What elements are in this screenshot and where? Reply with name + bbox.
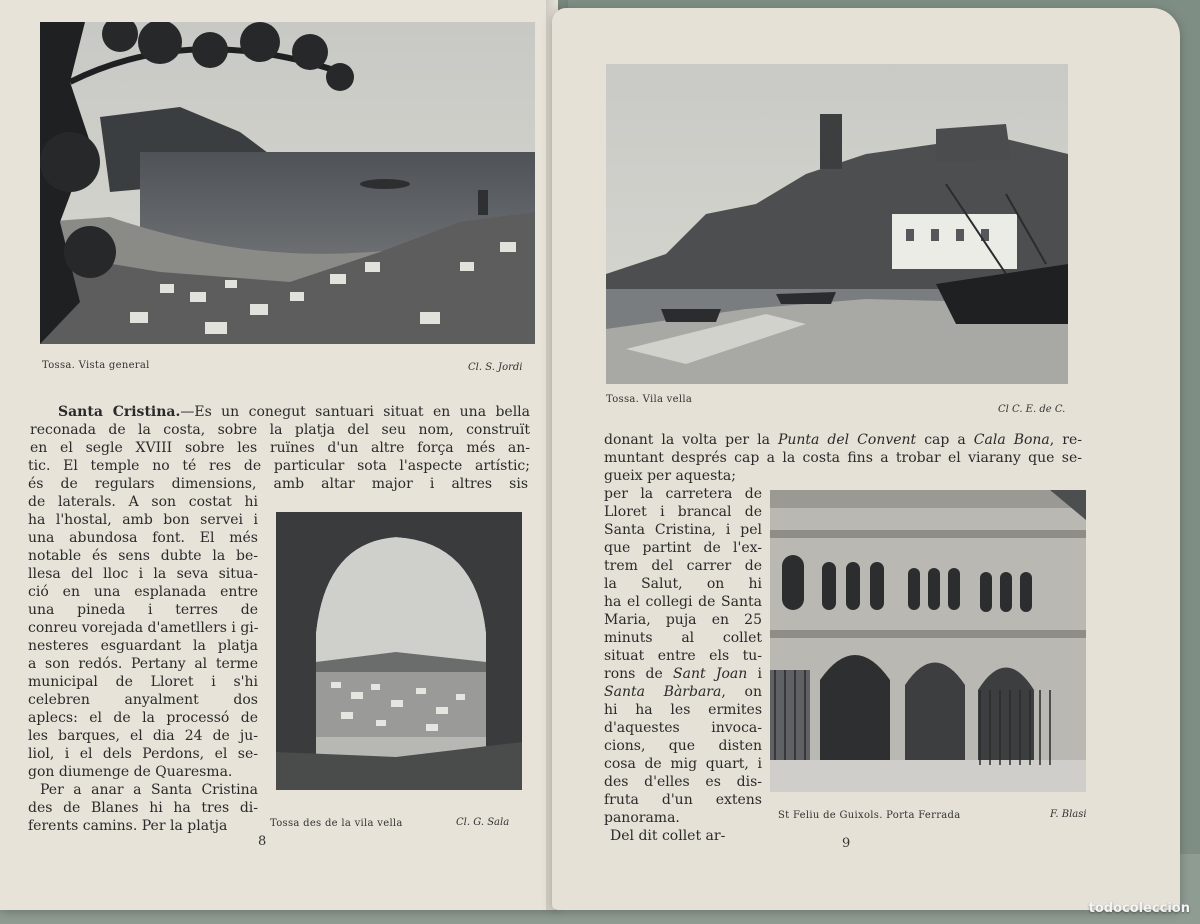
text-line: des d'elles es dis- (604, 774, 762, 790)
text-line: la Salut, on hi (604, 576, 762, 592)
text-line: panorama. (604, 810, 680, 826)
section-heading: Santa Cristina. (58, 404, 181, 420)
text-line: reconada de la costa, sobre la platja del seu nom, construït (30, 422, 530, 438)
text-line: llesa del lloc i la seva situa- (28, 566, 258, 582)
text-line: per la carretera de (604, 486, 762, 502)
text-line: donant la volta per la Punta del Convent cap a Cala Bona, re- (604, 432, 1082, 448)
text-line: ha l'hostal, amb bon servei i (28, 512, 258, 528)
text-line: ferents camins. Per la platja (28, 818, 228, 834)
text-line: municipal de Lloret i s'hi (28, 674, 258, 690)
text-line: Lloret i brancal de (604, 504, 762, 520)
text-line: Maria, puja en 25 (604, 612, 762, 628)
text-line: que partint de l'ex- (604, 540, 762, 556)
text-line: conreu vorejada d'ametllers i gi- (28, 620, 259, 636)
text-line: Del dit collet ar- (610, 828, 726, 844)
text-line: cions, que disten (604, 738, 762, 754)
text-line: d'aquestes invoca- (604, 720, 762, 736)
text-line: cosa de mig quart, i (604, 756, 762, 772)
photo-caption: Tossa des de la vila vella (270, 818, 403, 829)
photo-credit: Cl. G. Sala (456, 817, 510, 828)
text-line: rons de Sant Joan i (604, 666, 762, 682)
photo-credit: Cl C. E. de C. (998, 404, 1066, 415)
text-line: tic. El temple no té res de particular sota l'aspecte artístic; (28, 458, 530, 474)
text-line: una pineda i terres de (28, 602, 258, 618)
text-line: gon diumenge de Quaresma. (28, 764, 233, 780)
text-line: en el segle XVIII sobre les ruïnes d'un altre força més an- (30, 440, 530, 456)
photo-credit: Cl. S. Jordi (468, 362, 523, 373)
photo-caption: St Feliu de Guixols. Porta Ferrada (778, 810, 961, 821)
photo-credit: F. Blasi (1050, 809, 1087, 820)
text-line: les barques, el dia 24 de ju- (28, 728, 258, 744)
text-line: a son redós. Pertany al terme (28, 656, 258, 672)
text-line: trem del carrer de (604, 558, 762, 574)
text-line: liol, i el dels Perdons, el se- (28, 746, 258, 762)
text-line: gueix per aquesta; (604, 468, 736, 484)
text-line: ha el collegi de Santa (604, 594, 762, 610)
text-line: Per a anar a Santa Cristina (40, 782, 258, 798)
text-line: de laterals. A son costat hi (28, 494, 258, 510)
photo-caption: Tossa. Vila vella (606, 394, 693, 405)
text-line: ció en una esplanada entre (28, 584, 258, 600)
text-line: muntant després cap a la costa fins a trobar el viarany que se- (604, 450, 1082, 466)
text-line: fruta d'un extens (604, 792, 762, 808)
text-line: Santa Bàrbara, on (604, 684, 762, 700)
text-line: aplecs: el de la processó de (28, 710, 258, 726)
text-line: Santa Cristina, i pel (604, 522, 762, 538)
text-line: és de regulars dimensions, amb altar major i altres sis (28, 476, 528, 492)
text-line: hi ha les ermites (604, 702, 762, 718)
text-line: notable és sens dubte la be- (28, 548, 258, 564)
text-line: una abundosa font. El més (28, 530, 258, 546)
text-line: minuts al collet (604, 630, 762, 646)
text-line: situat entre els tu- (604, 648, 762, 664)
text-line: celebren anyalment dos (28, 692, 258, 708)
text-line: nesteres esguardant la platja (28, 638, 258, 654)
photo-tossa-old-town (606, 64, 1068, 384)
page-number: 8 (258, 834, 267, 849)
page-number: 9 (842, 836, 851, 851)
photo-tossa-from-old-town (276, 512, 522, 790)
watermark: todocoleccion (1088, 901, 1190, 916)
text-line: des de Blanes hi ha tres di- (28, 800, 258, 816)
right-page (552, 8, 1180, 910)
photo-caption: Tossa. Vista general (42, 360, 150, 371)
photo-tossa-general-view (40, 22, 535, 344)
text-line: Santa Cristina.—Es un conegut santuari situat en una bella (58, 404, 530, 420)
photo-porta-ferrada (770, 490, 1086, 792)
left-page (0, 0, 558, 910)
